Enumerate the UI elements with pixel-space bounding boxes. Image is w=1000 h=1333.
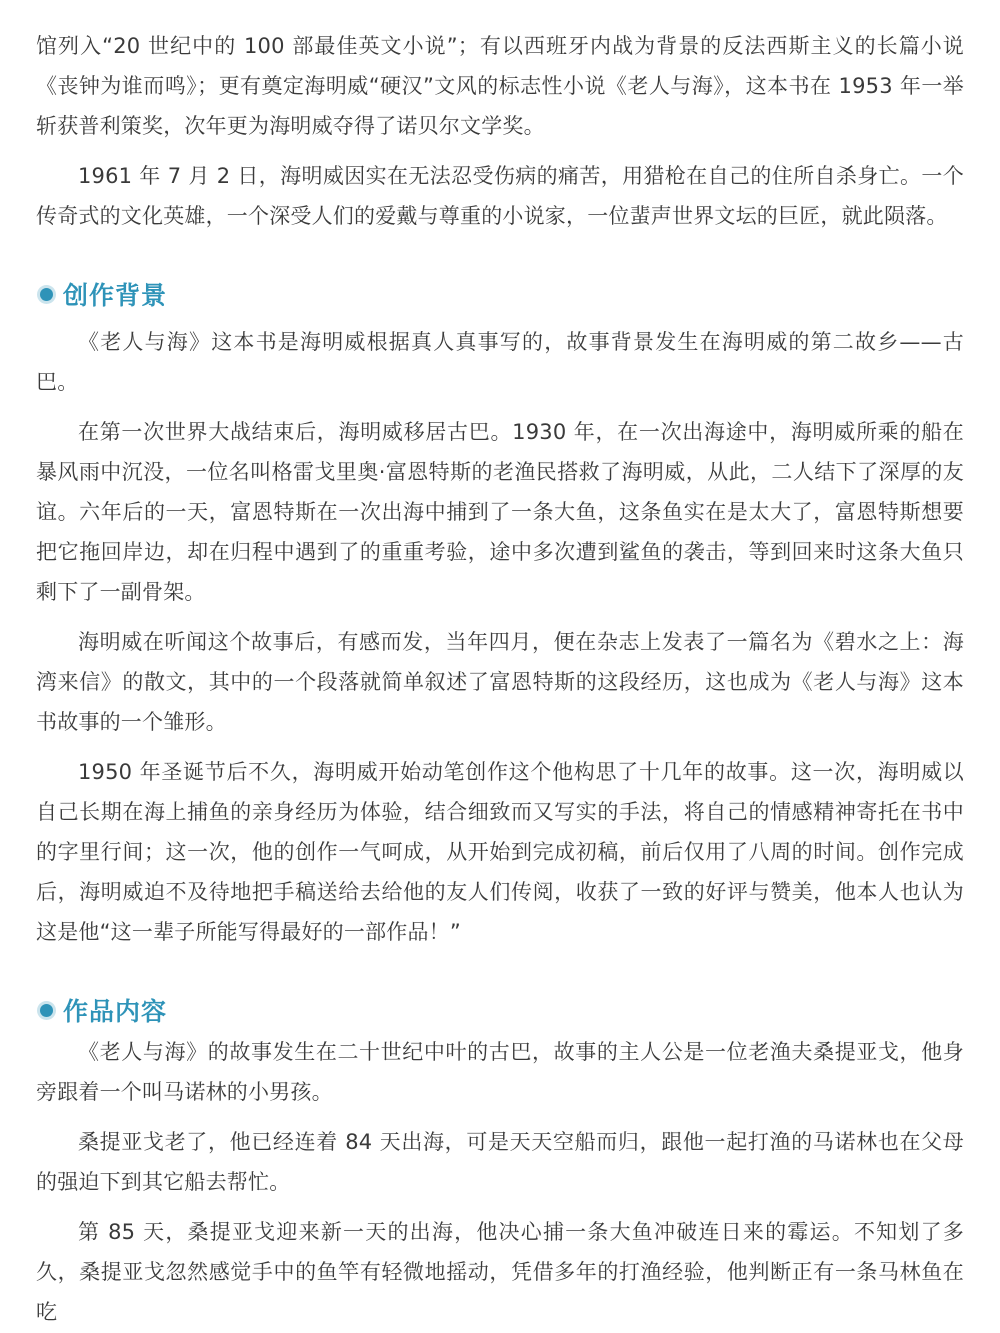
section-heading-content <box>36 990 964 1030</box>
intro-paragraph-2: 1961 年 7 月 2 日，海明威因实在无法忍受伤病的痛苦，用猎枪在自己的住所自杀身亡。一个传奇式的文化英雄，一个深受人们的爱戴与尊重的小说家，一位蜚声世界文坛的巨匠，就此陨落。 <box>36 164 964 228</box>
background-paragraph-2: 在第一次世界大战结束后，海明威移居古巴。1930 年，在一次出海途中，海明威所乘的船在暴风雨中沉没，一位名叫格雷戈里奥·富恩特斯的老渔民搭救了海明威，从此，二人结下了深厚的友谊。六年后的一天，富恩特斯在一次出海中捕到了一条大鱼，这条鱼实在是太大了，富恩特斯想要把它拖回岸边，却在归程中遇到了的重重考验，途中多次遭到鲨鱼的袭击，等到回来时这条大鱼只剩下了一副骨架。 <box>36 420 964 604</box>
section-title-background: 创作背景 <box>63 281 168 310</box>
content-paragraph-1: 《老人与海》的故事发生在二十世纪中叶的古巴，故事的主人公是一位老渔夫桑提亚戈，他身旁跟着一个叫马诺林的小男孩。 <box>36 1040 964 1104</box>
background-paragraph-4: 1950 年圣诞节后不久，海明威开始动笔创作这个他构思了十几年的故事。这一次，海明威以自己长期在海上捕鱼的亲身经历为体验，结合细致而又写实的手法，将自己的情感精神寄托在书中的字里行间；这一次，他的创作一气呵成，从开始到完成初稿，前后仅用了八周的时间。创作完成后，海明威迫不及待地把手稿送给去给他的友人们传阅，收获了一致的好评与赞美，他本人也认为这是他“这一辈子所能写得最好的一部作品！” <box>36 760 964 944</box>
content-paragraph-2: 桑提亚戈老了，他已经连着 84 天出海，可是天天空船而归，跟他一起打渔的马诺林也在父母的强迫下到其它船去帮忙。 <box>36 1130 964 1194</box>
bullet-dot-icon <box>40 1004 53 1017</box>
bullet-dot-icon <box>40 288 53 301</box>
intro-paragraph-1: 馆列入“20 世纪中的 100 部最佳英文小说”；有以西班牙内战为背景的反法西斯主义的长篇小说《丧钟为谁而鸣》；更有奠定海明威“硬汉”文风的标志性小说《老人与海》，这本书在 1953 年一举斩获普利策奖，次年更为海明威夺得了诺贝尔文学奖。 <box>36 34 964 138</box>
section-title-content: 作品内容 <box>63 997 168 1026</box>
content-paragraph-3: 第 85 天，桑提亚戈迎来新一天的出海，他决心捕一条大鱼冲破连日来的霉运。不知划了多久，桑提亚戈忽然感觉手中的鱼竿有轻微地摇动，凭借多年的打渔经验，他判断正有一条马林鱼在吃 <box>36 1220 964 1324</box>
section-heading-background <box>36 274 964 314</box>
background-paragraph-3: 海明威在听闻这个故事后，有感而发，当年四月，便在杂志上发表了一篇名为《碧水之上：海湾来信》的散文，其中的一个段落就简单叙述了富恩特斯的这段经历，这也成为《老人与海》这本书故事的一个雏形。 <box>36 630 964 734</box>
background-paragraph-1: 《老人与海》这本书是海明威根据真人真事写的，故事背景发生在海明威的第二故乡——古巴。 <box>36 330 964 394</box>
